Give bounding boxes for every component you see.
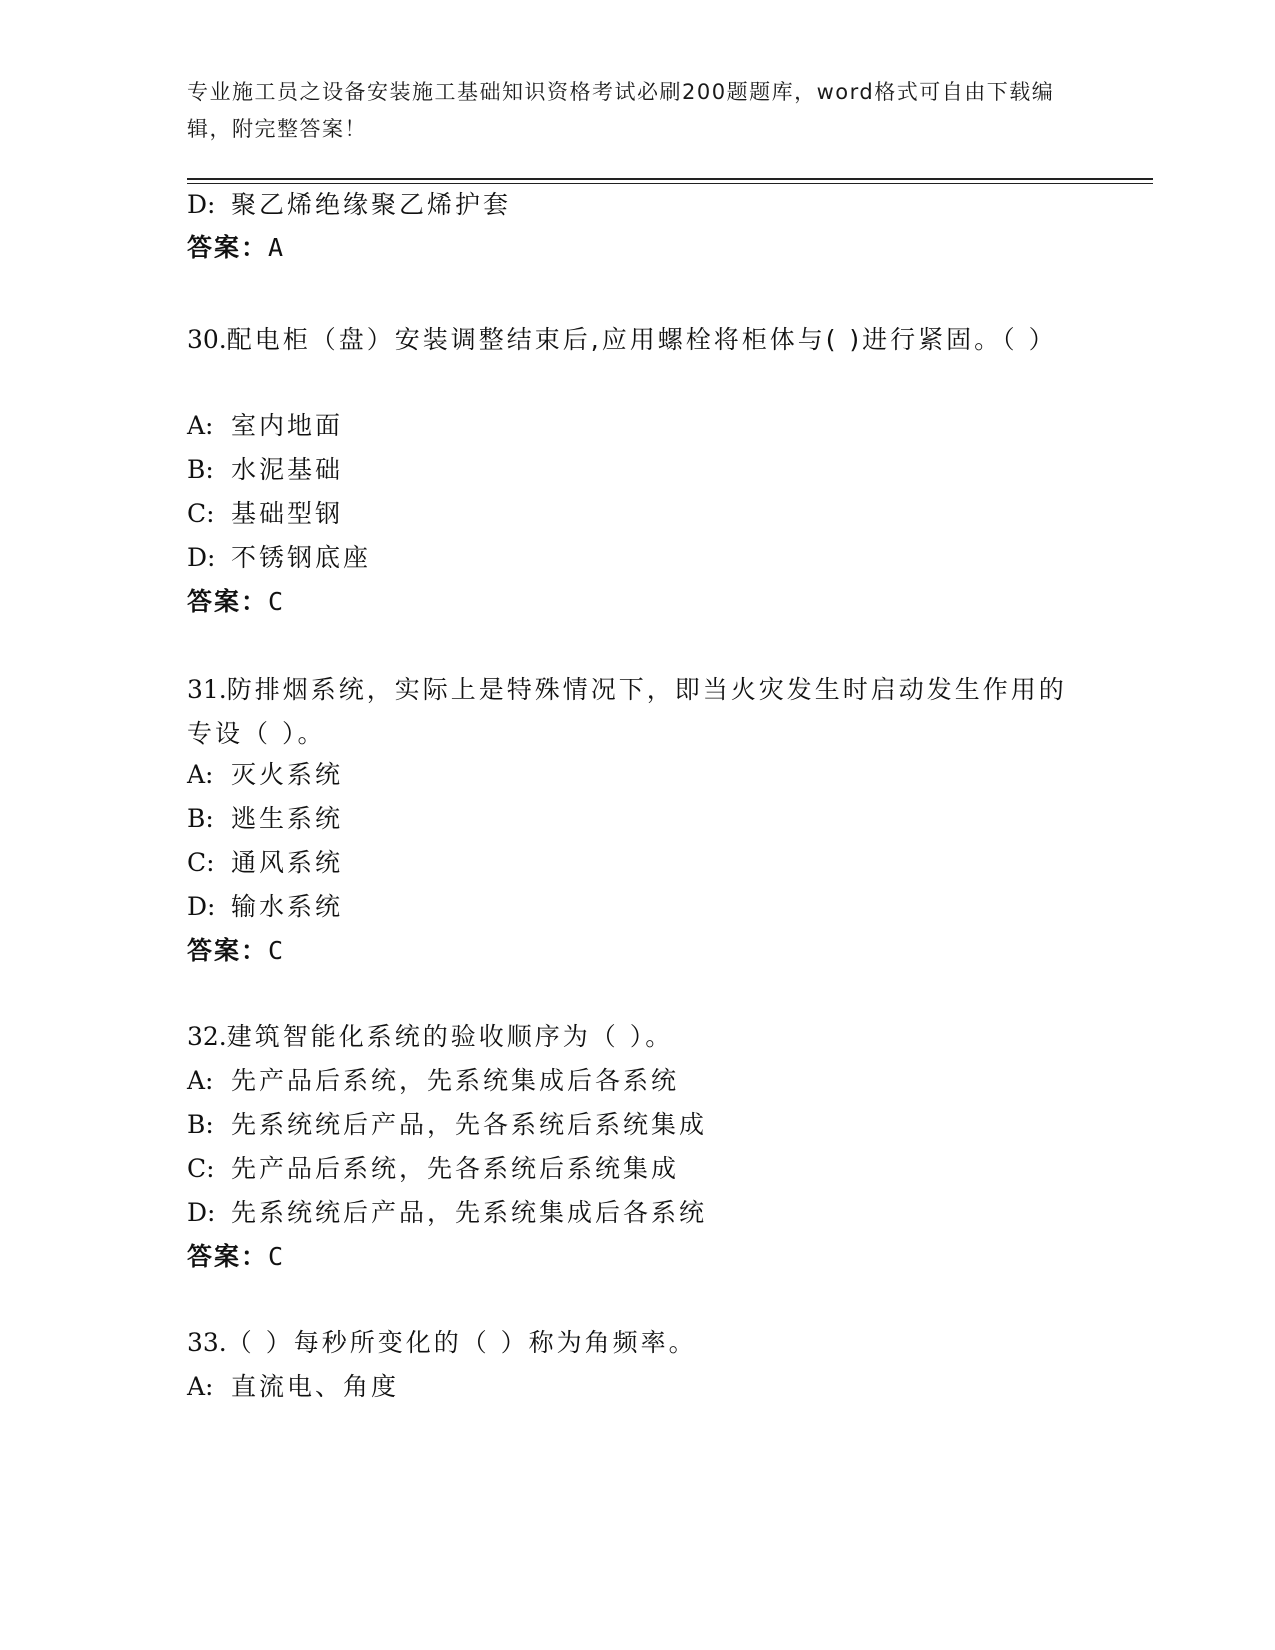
question-30-option-d bbox=[187, 538, 371, 578]
answer-label: 答案： bbox=[187, 233, 269, 262]
question-30-option-a bbox=[187, 406, 343, 446]
option-text: 逃生系统 bbox=[231, 804, 344, 833]
answer-label: 答案： bbox=[187, 587, 269, 616]
question-text: 建筑智能化系统的验收顺序为（ ）。 bbox=[226, 1022, 674, 1051]
option-text: 直流电、角度 bbox=[231, 1372, 400, 1401]
question-number: 31. bbox=[187, 675, 227, 704]
question-number: 30. bbox=[187, 325, 227, 354]
option-text: 不锈钢底座 bbox=[231, 543, 372, 572]
question-32-stem bbox=[187, 1017, 673, 1057]
question-text: 配电柜（盘）安装调整结束后,应用螺栓将柜体与( )进行紧固。（ ） bbox=[226, 325, 1057, 354]
question-32-option-d bbox=[187, 1193, 707, 1233]
question-32-option-b bbox=[187, 1105, 707, 1145]
option-label: C: bbox=[187, 848, 215, 877]
option-text: 先系统统后产品，先各系统后系统集成 bbox=[231, 1110, 708, 1139]
question-31-option-c bbox=[187, 843, 343, 883]
question-30-stem bbox=[187, 318, 1077, 362]
question-32-answer bbox=[187, 1237, 283, 1277]
option-text: 聚乙烯绝缘聚乙烯护套 bbox=[231, 190, 512, 219]
option-label: D: bbox=[187, 190, 216, 219]
option-text: 先系统统后产品，先系统集成后各系统 bbox=[231, 1198, 708, 1227]
question-number: 33. bbox=[187, 1328, 227, 1357]
option-text: 先产品后系统，先系统集成后各系统 bbox=[231, 1066, 680, 1095]
question-33-option-a bbox=[187, 1367, 399, 1407]
option-label: C: bbox=[187, 499, 215, 528]
option-text: 室内地面 bbox=[231, 411, 344, 440]
answer-value: C bbox=[268, 587, 284, 616]
option-label: B: bbox=[187, 804, 214, 833]
option-text: 灭火系统 bbox=[231, 760, 344, 789]
option-d-carryover bbox=[187, 185, 511, 225]
question-30-option-c bbox=[187, 494, 343, 534]
answer-value: C bbox=[268, 1242, 284, 1271]
option-text: 输水系统 bbox=[231, 892, 344, 921]
option-label: A: bbox=[187, 1372, 214, 1401]
option-label: B: bbox=[187, 1110, 214, 1139]
option-label: D: bbox=[187, 892, 216, 921]
question-33-stem bbox=[187, 1323, 697, 1363]
answer-value: C bbox=[268, 936, 284, 965]
option-text: 基础型钢 bbox=[231, 499, 344, 528]
option-text: 水泥基础 bbox=[231, 455, 344, 484]
question-30-option-b bbox=[187, 450, 343, 490]
option-text: 通风系统 bbox=[231, 848, 344, 877]
option-label: D: bbox=[187, 1198, 216, 1227]
header-divider-thin bbox=[187, 183, 1153, 184]
question-31-answer bbox=[187, 931, 283, 971]
option-label: A: bbox=[187, 760, 214, 789]
question-31-option-b bbox=[187, 799, 343, 839]
question-31-stem bbox=[187, 668, 1077, 756]
answer-label: 答案： bbox=[187, 936, 269, 965]
answer-value: A bbox=[268, 233, 284, 262]
option-label: A: bbox=[187, 411, 214, 440]
option-label: C: bbox=[187, 1154, 215, 1183]
option-text: 先产品后系统，先各系统后系统集成 bbox=[231, 1154, 680, 1183]
question-text: 防排烟系统，实际上是特殊情况下，即当火灾发生时启动发生作用的专设（ ）。 bbox=[187, 675, 1067, 748]
question-31-option-a bbox=[187, 755, 343, 795]
option-label: A: bbox=[187, 1066, 214, 1095]
answer-carryover bbox=[187, 228, 283, 268]
header-divider bbox=[187, 178, 1153, 180]
question-text: （ ）每秒所变化的（ ）称为角频率。 bbox=[226, 1328, 697, 1357]
question-number: 32. bbox=[187, 1022, 227, 1051]
question-32-option-a bbox=[187, 1061, 679, 1101]
question-32-option-c bbox=[187, 1149, 679, 1189]
question-31-option-d bbox=[187, 887, 343, 927]
option-label: D: bbox=[187, 543, 216, 572]
document-header: 专业施工员之设备安装施工基础知识资格考试必刷200题题库，word格式可自由下载编辑，附完整答案！ bbox=[187, 80, 1055, 141]
option-label: B: bbox=[187, 455, 214, 484]
answer-label: 答案： bbox=[187, 1242, 269, 1271]
question-30-answer bbox=[187, 582, 283, 622]
